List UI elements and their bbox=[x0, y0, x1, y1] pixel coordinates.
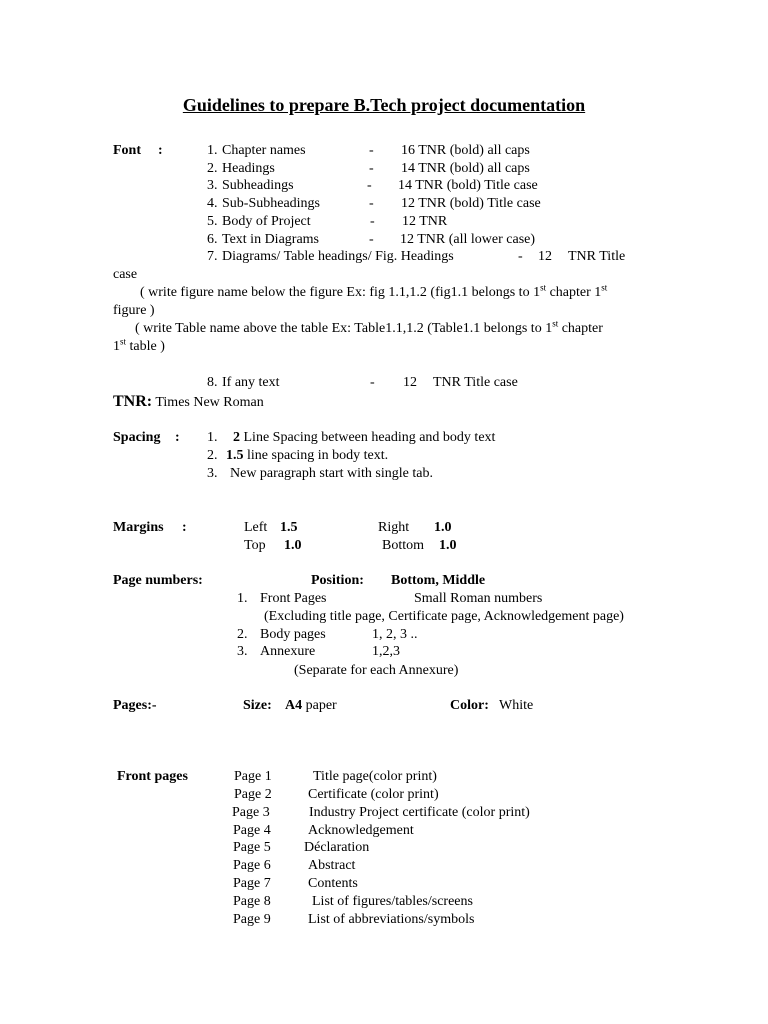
page-numbers-label: Page numbers: bbox=[113, 573, 203, 588]
spacing-item-text bbox=[226, 447, 388, 465]
document-title: Guidelines to prepare B.Tech project documentation bbox=[182, 95, 586, 115]
font-item-dash: - bbox=[369, 196, 374, 211]
page-number-item-value: 1, 2, 3 .. bbox=[372, 627, 418, 642]
spacing-item-number: 3. bbox=[207, 466, 218, 481]
font-colon: : bbox=[158, 143, 163, 158]
font-item-number: 2. bbox=[207, 161, 218, 176]
pages-label: Pages:- bbox=[113, 698, 157, 713]
spacing-item-number: 1. bbox=[207, 430, 218, 445]
front-page-number: Page 6 bbox=[233, 858, 271, 873]
font-item-name: If any text bbox=[222, 375, 280, 390]
front-page-number: Page 5 bbox=[233, 840, 271, 855]
front-page-number: Page 2 bbox=[234, 787, 272, 802]
font-item-spec: 16 TNR (bold) all caps bbox=[401, 143, 530, 158]
figure-note-text: ( write figure name below the figure Ex: fig 1.1,1.2 (fig1.1 belongs to 1 bbox=[140, 285, 541, 300]
front-pages-note: (Excluding title page, Certificate page, Acknowledgement page) bbox=[264, 609, 624, 624]
spacing-item-number: 2. bbox=[207, 448, 218, 463]
font-item-number: 8. bbox=[207, 375, 218, 390]
front-page-number: Page 3 bbox=[232, 805, 270, 820]
font-item-dash: - bbox=[370, 214, 375, 229]
font-item-size: 12 bbox=[403, 375, 417, 390]
spacing-item-text bbox=[233, 429, 495, 447]
font-item-name: Headings bbox=[222, 161, 275, 176]
font-item-spec: 12 TNR bbox=[402, 214, 448, 229]
font-item-name: Body of Project bbox=[222, 214, 311, 229]
figure-note-text: chapter 1 bbox=[546, 285, 602, 300]
front-page-content: Title page(color print) bbox=[313, 769, 437, 784]
position-label: Position: bbox=[311, 573, 364, 588]
font-item-spec: 12 TNR (all lower case) bbox=[400, 232, 536, 247]
size-value-rest: paper bbox=[302, 698, 337, 713]
font-item-dash: - bbox=[369, 143, 374, 158]
front-page-number: Page 1 bbox=[234, 769, 272, 784]
color-value: White bbox=[499, 698, 534, 713]
font-item-spec: 14 TNR (bold) Title case bbox=[398, 178, 538, 193]
front-page-content: Contents bbox=[308, 876, 358, 891]
tnr-full: Times New Roman bbox=[155, 395, 264, 410]
font-item-number: 1. bbox=[207, 143, 218, 158]
spacing-colon: : bbox=[175, 430, 180, 445]
size-value-bold: A4 bbox=[285, 698, 303, 713]
size-label: Size: bbox=[243, 698, 272, 713]
font-item-dash: - bbox=[369, 232, 374, 247]
font-item-number: 6. bbox=[207, 232, 218, 247]
margin-top-label: Top bbox=[244, 538, 266, 553]
size-value bbox=[285, 697, 337, 715]
table-note bbox=[135, 320, 603, 338]
margin-right-value: 1.0 bbox=[434, 520, 452, 535]
font-item-spec: TNR Title case bbox=[433, 375, 518, 390]
page-number-item-name: Annexure bbox=[260, 644, 316, 659]
front-page-content: Certificate (color print) bbox=[308, 787, 439, 802]
margins-colon: : bbox=[182, 520, 187, 535]
tnr-abbr: TNR: bbox=[113, 393, 153, 410]
page-number-item-number: 3. bbox=[237, 644, 248, 659]
figure-note-sup: st bbox=[540, 282, 547, 293]
page-number-item-number: 1. bbox=[237, 591, 248, 606]
figure-note-wrap: figure ) bbox=[113, 303, 155, 318]
page-number-item-name: Front Pages bbox=[260, 591, 327, 606]
spacing-item-value: 2 bbox=[233, 430, 240, 445]
margin-top-value: 1.0 bbox=[284, 538, 302, 553]
font-item-name: Subheadings bbox=[222, 178, 294, 193]
front-page-content: List of figures/tables/screens bbox=[312, 894, 473, 909]
spacing-item-text bbox=[230, 465, 433, 483]
font-item-dash: - bbox=[369, 161, 374, 176]
annexure-note: (Separate for each Annexure) bbox=[294, 663, 459, 678]
position-value: Bottom, Middle bbox=[391, 573, 486, 588]
margin-left-value: 1.5 bbox=[280, 520, 298, 535]
font-item-name: Chapter names bbox=[222, 143, 306, 158]
font-item-spec: 12 TNR (bold) Title case bbox=[401, 196, 541, 211]
font-label: Font bbox=[113, 143, 141, 158]
page-number-item-number: 2. bbox=[237, 627, 248, 642]
font-item-spec: 14 TNR (bold) all caps bbox=[401, 161, 530, 176]
front-page-content: Abstract bbox=[308, 858, 356, 873]
margin-right-label: Right bbox=[378, 520, 410, 535]
figure-note-sup: st bbox=[601, 282, 608, 293]
font-item-number: 3. bbox=[207, 178, 218, 193]
font-item-name: Diagrams/ Table headings/ Fig. Headings bbox=[222, 249, 454, 264]
spacing-label: Spacing bbox=[113, 430, 161, 445]
margin-left-label: Left bbox=[244, 520, 268, 535]
page-number-item-value: Small Roman numbers bbox=[414, 591, 543, 606]
table-note-sup: st bbox=[120, 336, 127, 347]
font-item-name: Text in Diagrams bbox=[222, 232, 319, 247]
spacing-item-desc: line spacing in body text. bbox=[243, 448, 389, 463]
front-page-content: Acknowledgement bbox=[308, 823, 414, 838]
front-page-number: Page 9 bbox=[233, 912, 271, 927]
table-note-wrap bbox=[113, 338, 165, 356]
page-number-item-value: 1,2,3 bbox=[372, 644, 400, 659]
font-item-number: 7. bbox=[207, 249, 218, 264]
page-number-item-name: Body pages bbox=[260, 627, 326, 642]
font-item-name: Sub-Subheadings bbox=[222, 196, 320, 211]
font-item-dash: - bbox=[518, 249, 523, 264]
font-item-size: 12 bbox=[538, 249, 552, 264]
front-page-number: Page 4 bbox=[233, 823, 271, 838]
font-item-number: 4. bbox=[207, 196, 218, 211]
table-note-text: table ) bbox=[126, 339, 165, 354]
front-page-content: Déclaration bbox=[304, 840, 370, 855]
margin-bottom-label: Bottom bbox=[382, 538, 425, 553]
font-item-spec: TNR Title bbox=[568, 249, 626, 264]
margin-bottom-value: 1.0 bbox=[439, 538, 457, 553]
spacing-item-desc: Line Spacing between heading and body text bbox=[240, 430, 496, 445]
table-note-text: ( write Table name above the table Ex: Table1.1,1.2 (Table1.1 belongs to 1 bbox=[135, 321, 553, 336]
front-pages-label: Front pages bbox=[117, 769, 188, 784]
table-note-text: 1 bbox=[113, 339, 120, 354]
tnr-definition bbox=[113, 392, 264, 413]
figure-note bbox=[140, 284, 607, 302]
font-item-wrap: case bbox=[113, 267, 138, 282]
font-item-dash: - bbox=[367, 178, 372, 193]
front-page-content: List of abbreviations/symbols bbox=[308, 912, 475, 927]
front-page-number: Page 8 bbox=[233, 894, 271, 909]
margins-label: Margins bbox=[113, 520, 164, 535]
font-item-number: 5. bbox=[207, 214, 218, 229]
front-page-content: Industry Project certificate (color print) bbox=[309, 805, 530, 820]
color-label: Color: bbox=[450, 698, 489, 713]
spacing-item-value: 1.5 bbox=[226, 448, 244, 463]
font-item-dash: - bbox=[370, 375, 375, 390]
spacing-item-desc: New paragraph start with single tab. bbox=[230, 466, 433, 481]
table-note-text: chapter bbox=[558, 321, 603, 336]
front-page-number: Page 7 bbox=[233, 876, 271, 891]
table-note-sup: st bbox=[552, 318, 559, 329]
